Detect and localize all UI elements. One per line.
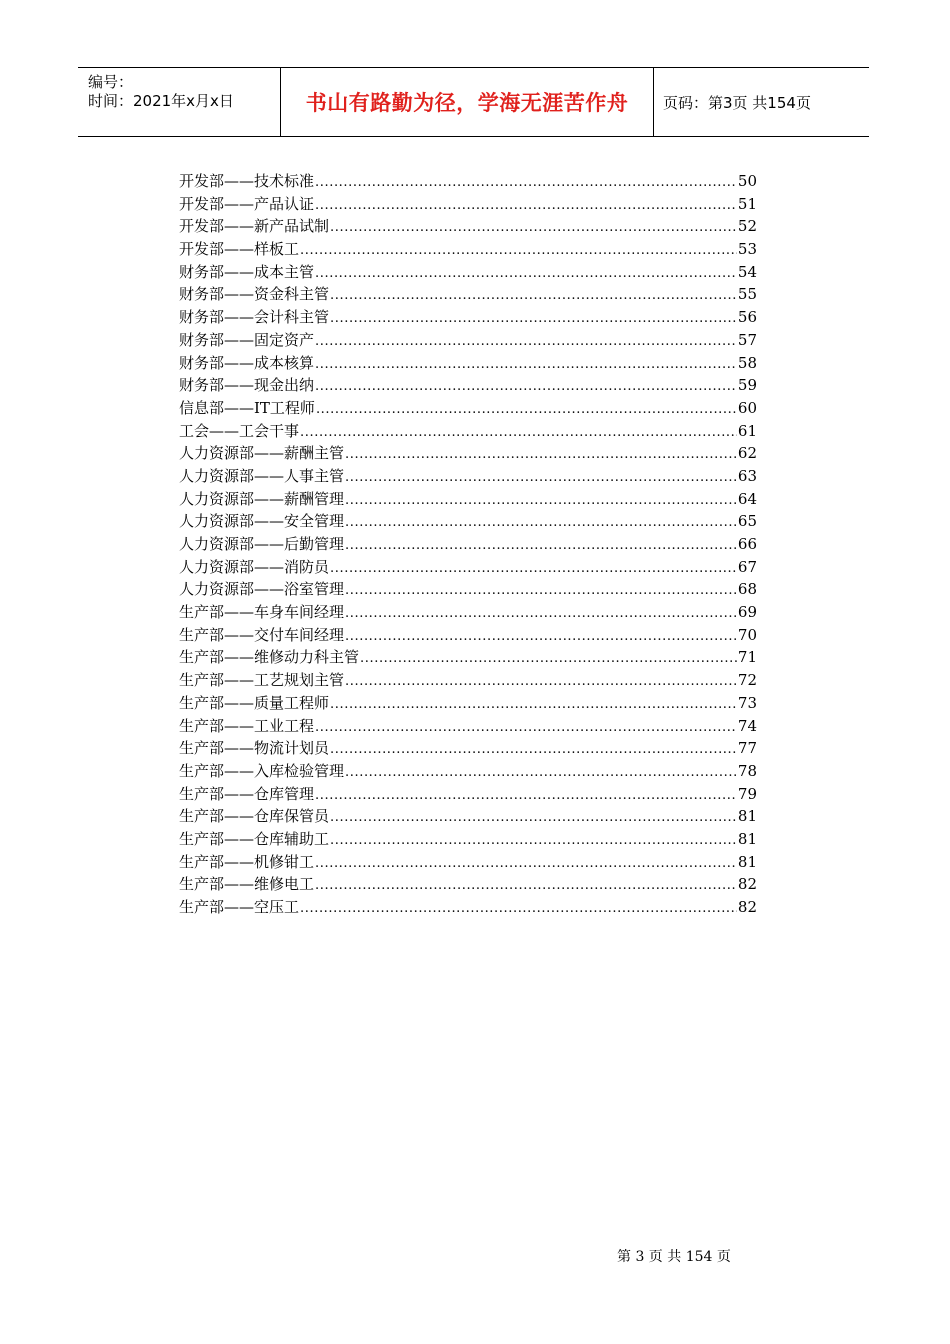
toc-entry[interactable]: [179, 533, 757, 556]
toc-entry-page: 74: [737, 716, 757, 735]
toc-dot-leader: [330, 558, 737, 580]
toc-entry-title: 开发部——技术标准: [179, 172, 315, 190]
toc-entry[interactable]: [179, 624, 757, 647]
toc-entry-title: 开发部——样板工: [179, 240, 300, 259]
toc-entry-title: 生产部——机修钳工: [179, 852, 315, 871]
toc-entry-title: 财务部——会计科主管: [179, 308, 330, 327]
toc-entry-page: 61: [737, 421, 757, 440]
page-header: [78, 67, 869, 137]
toc-dot-leader: [315, 785, 737, 807]
toc-entry-title: 信息部——IT工程师: [179, 398, 315, 417]
footer-page-number: 第 3 页 共 154 页: [617, 1249, 731, 1265]
time-label: 时间：2021年x月x日: [88, 92, 234, 110]
toc-dot-leader: [345, 762, 737, 784]
toc-entry-page: 79: [737, 784, 757, 803]
toc-entry-title: 生产部——交付车间经理: [179, 625, 345, 644]
toc-dot-leader: [330, 285, 737, 307]
toc-dot-leader: [330, 739, 737, 761]
toc-entry-title: 人力资源部——人事主管: [179, 466, 345, 485]
toc-dot-leader: [345, 626, 737, 648]
toc-entry[interactable]: [179, 420, 757, 443]
toc-dot-leader: [360, 648, 737, 670]
toc-entry[interactable]: [179, 692, 757, 715]
toc-entry-page: 72: [737, 671, 757, 690]
toc-entry-page: 64: [737, 489, 757, 508]
toc-dot-leader: [345, 467, 737, 489]
toc-entry[interactable]: [179, 556, 757, 579]
toc-entry-page: 81: [737, 829, 757, 848]
toc-dot-leader: [315, 875, 737, 897]
toc-entry[interactable]: [179, 601, 757, 624]
toc-entry-title: 财务部——成本核算: [179, 353, 315, 372]
toc-entry[interactable]: [179, 283, 757, 306]
toc-entry-page: 82: [737, 898, 757, 916]
toc-dot-leader: [330, 807, 737, 829]
toc-dot-leader: [316, 399, 737, 421]
toc-entry-page: 56: [737, 308, 757, 327]
toc-entry-title: 生产部——工艺规划主管: [179, 671, 345, 690]
toc-entry[interactable]: [179, 215, 757, 238]
toc-entry[interactable]: [179, 896, 757, 919]
toc-entry-title: 生产部——维修动力科主管: [179, 648, 360, 667]
toc-entry-title: 生产部——车身车间经理: [179, 603, 345, 622]
toc-dot-leader: [315, 717, 737, 739]
toc-entry-title: 人力资源部——薪酬主管: [179, 444, 345, 463]
toc-entry-page: 51: [737, 194, 757, 213]
toc-entry[interactable]: [179, 442, 757, 465]
toc-entry[interactable]: [179, 488, 757, 511]
toc-dot-leader: [315, 853, 737, 875]
toc-dot-leader: [300, 240, 737, 262]
toc-entry-title: 生产部——空压工: [179, 898, 300, 916]
toc-dot-leader: [315, 376, 737, 398]
toc-entry[interactable]: [179, 783, 757, 806]
toc-entry-title: 生产部——仓库保管员: [179, 807, 330, 826]
toc-entry-page: 73: [737, 693, 757, 712]
toc-entry-page: 60: [737, 398, 757, 417]
toc-entry-page: 63: [737, 466, 757, 485]
toc-dot-leader: [345, 490, 737, 512]
toc-dot-leader: [300, 422, 737, 444]
toc-dot-leader: [315, 331, 737, 353]
toc-entry-page: 62: [737, 444, 757, 463]
toc-entry-page: 71: [737, 648, 757, 667]
toc-entry-page: 67: [737, 557, 757, 576]
toc-entry-title: 生产部——工业工程: [179, 716, 315, 735]
toc-entry-title: 生产部——维修电工: [179, 875, 315, 894]
toc-entry-title: 生产部——物流计划员: [179, 739, 330, 758]
toc-entry[interactable]: [179, 578, 757, 601]
toc-entry-title: 开发部——新产品试制: [179, 217, 330, 236]
toc-entry[interactable]: [179, 352, 757, 375]
toc-entry-title: 人力资源部——浴室管理: [179, 580, 345, 599]
toc-entry-page: 50: [737, 172, 757, 190]
toc-entry-page: 54: [737, 262, 757, 281]
toc-dot-leader: [345, 671, 737, 693]
toc-entry-page: 70: [737, 625, 757, 644]
toc-entry-page: 68: [737, 580, 757, 599]
toc-entry-page: 82: [737, 875, 757, 894]
toc-entry-page: 77: [737, 739, 757, 758]
toc-entry-title: 开发部——产品认证: [179, 194, 315, 213]
toc-entry-page: 81: [737, 807, 757, 826]
number-label: 编号：: [88, 73, 134, 91]
toc-dot-leader: [315, 354, 737, 376]
toc-entry[interactable]: [179, 397, 757, 420]
header-motto-cell: [281, 68, 654, 136]
toc-entry[interactable]: [179, 510, 757, 533]
toc-entry[interactable]: [179, 737, 757, 760]
toc-entry-title: 生产部——仓库辅助工: [179, 829, 330, 848]
toc-entry[interactable]: [179, 238, 757, 261]
toc-entry-page: 69: [737, 603, 757, 622]
toc-entry[interactable]: [179, 828, 757, 851]
header-page-cell: [654, 68, 869, 136]
toc-entry-title: 人力资源部——安全管理: [179, 512, 345, 531]
page-info: 页码：第3页 共154页: [663, 93, 811, 112]
toc-entry-title: 生产部——仓库管理: [179, 784, 315, 803]
header-info-cell: [78, 68, 281, 136]
toc-entry[interactable]: [179, 715, 757, 738]
toc-entry-title: 财务部——资金科主管: [179, 285, 330, 304]
toc-entry[interactable]: [179, 261, 757, 284]
toc-entry-page: 59: [737, 376, 757, 395]
toc-entry-page: 57: [737, 330, 757, 349]
toc-entry-page: 81: [737, 852, 757, 871]
toc-entry-page: 65: [737, 512, 757, 531]
toc-entry-title: 财务部——成本主管: [179, 262, 315, 281]
table-of-contents: [179, 170, 757, 919]
toc-entry[interactable]: [179, 646, 757, 669]
toc-dot-leader: [345, 512, 737, 534]
toc-dot-leader: [315, 263, 737, 285]
toc-entry-page: 66: [737, 535, 757, 553]
toc-entry-page: 53: [737, 240, 757, 259]
toc-entry-page: 52: [737, 217, 757, 236]
toc-entry[interactable]: [179, 465, 757, 488]
toc-dot-leader: [345, 603, 737, 625]
toc-entry-title: 财务部——现金出纳: [179, 376, 315, 395]
toc-entry[interactable]: [179, 329, 757, 352]
toc-dot-leader: [330, 308, 737, 330]
toc-dot-leader: [300, 898, 737, 920]
toc-entry-title: 生产部——质量工程师: [179, 693, 330, 712]
toc-entry-page: 58: [737, 353, 757, 372]
toc-entry[interactable]: [179, 760, 757, 783]
toc-entry[interactable]: [179, 851, 757, 874]
toc-entry[interactable]: [179, 805, 757, 828]
toc-entry[interactable]: [179, 669, 757, 692]
toc-dot-leader: [330, 217, 737, 239]
toc-entry[interactable]: [179, 873, 757, 896]
toc-entry-page: 55: [737, 285, 757, 304]
toc-dot-leader: [330, 694, 737, 716]
motto-text: 书山有路勤为径，学海无涯苦作舟: [305, 91, 629, 115]
toc-entry[interactable]: [179, 306, 757, 329]
toc-dot-leader: [345, 535, 737, 557]
toc-entry-title: 工会——工会干事: [179, 421, 300, 440]
toc-dot-leader: [330, 830, 737, 852]
toc-entry[interactable]: [179, 193, 757, 216]
toc-entry-page: 78: [737, 761, 757, 780]
toc-dot-leader: [315, 172, 737, 194]
toc-entry-title: 人力资源部——消防员: [179, 557, 330, 576]
toc-dot-leader: [315, 195, 737, 217]
toc-dot-leader: [345, 444, 737, 466]
toc-entry-title: 生产部——入库检验管理: [179, 761, 345, 780]
toc-entry-title: 人力资源部——后勤管理: [179, 535, 345, 553]
toc-dot-leader: [345, 580, 737, 602]
toc-entry-title: 财务部——固定资产: [179, 330, 315, 349]
toc-entry[interactable]: [179, 170, 757, 193]
toc-entry[interactable]: [179, 374, 757, 397]
toc-entry-title: 人力资源部——薪酬管理: [179, 489, 345, 508]
